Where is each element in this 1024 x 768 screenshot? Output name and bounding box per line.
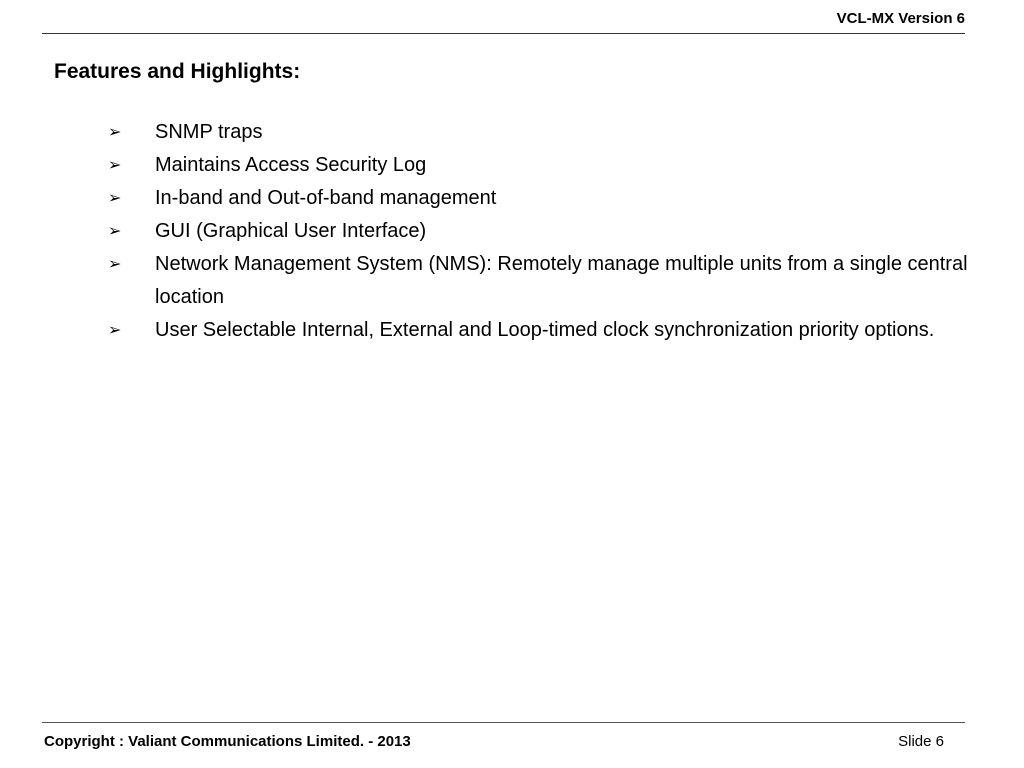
list-item bbox=[100, 149, 970, 182]
features-list bbox=[100, 116, 970, 347]
footer-divider bbox=[42, 722, 965, 723]
list-item-text: SNMP traps bbox=[155, 121, 263, 143]
page-title: Features and Highlights: bbox=[54, 60, 301, 83]
list-item bbox=[100, 248, 970, 314]
arrowhead-bullet-icon: ➢ bbox=[108, 223, 122, 240]
arrowhead-bullet-icon: ➢ bbox=[108, 322, 122, 339]
list-item bbox=[100, 182, 970, 215]
list-item-text: Maintains Access Security Log bbox=[155, 154, 427, 176]
list-item-text: Network Management System (NMS): Remotely manage multiple units from a single central location bbox=[155, 253, 968, 308]
arrowhead-bullet-icon: ➢ bbox=[108, 124, 122, 141]
list-item bbox=[100, 116, 970, 149]
header-divider bbox=[42, 33, 965, 34]
list-item bbox=[100, 215, 970, 248]
arrowhead-bullet-icon: ➢ bbox=[108, 157, 122, 174]
list-item bbox=[100, 314, 970, 347]
arrowhead-bullet-icon: ➢ bbox=[108, 190, 122, 207]
list-item-text: GUI (Graphical User Interface) bbox=[155, 220, 427, 242]
list-item-text: User Selectable Internal, External and Loop-timed clock synchronization priority options. bbox=[155, 319, 935, 341]
arrowhead-bullet-icon: ➢ bbox=[108, 256, 122, 273]
header-title: VCL-MX Version 6 bbox=[836, 10, 965, 27]
slide-number: Slide 6 bbox=[898, 733, 944, 750]
list-item-text: In-band and Out-of-band management bbox=[155, 187, 497, 209]
footer-copyright: Copyright : Valiant Communications Limited. - 2013 bbox=[44, 733, 411, 750]
